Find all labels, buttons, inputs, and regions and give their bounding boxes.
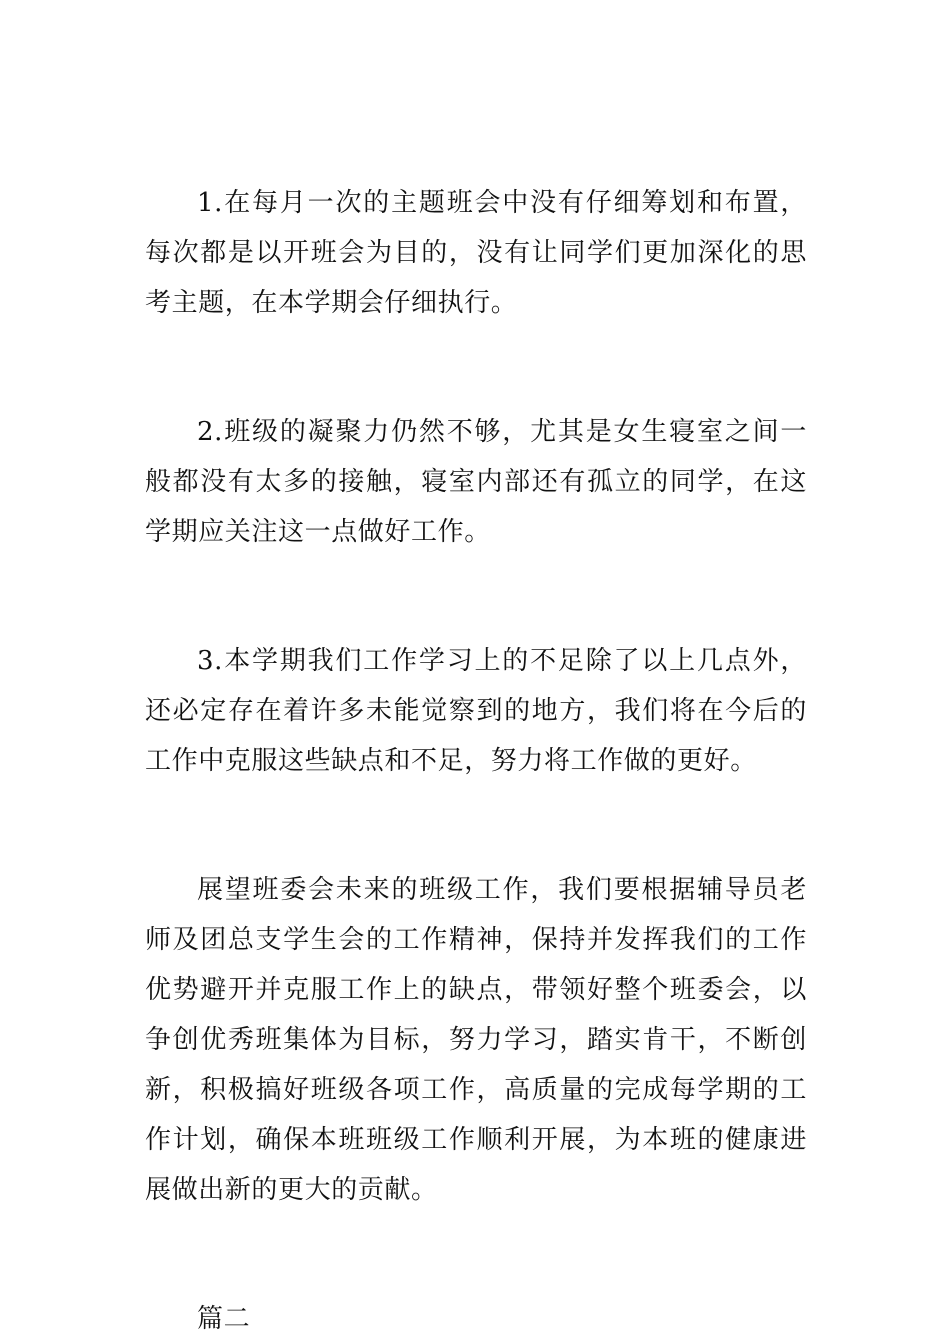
paragraph-outlook: 展望班委会未来的班级工作，我们要根据辅导员老师及团总支学生会的工作精神，保持并发挥我们的工作优势避开并克服工作上的缺点，带领好整个班委会，以争创优秀班集体为目标，努力学习，踏实肯干，不断创新，积极搞好班级各项工作，高质量的完成每学期的工作计划，确保本班班级工作顺利开展，为本班的健康进展做出新的更大的贡献。 [145, 875, 807, 1205]
paragraph-item-2: 2.班级的凝聚力仍然不够，尤其是女生寝室之间一般都没有太多的接触，寝室内部还有孤立的同学，在这学期应关注这一点做好工作。 [145, 417, 807, 547]
paragraph-spacer [145, 557, 807, 636]
document-body [145, 178, 807, 1344]
paragraph-spacer [145, 1215, 807, 1294]
paragraph-item-1: 1.在每月一次的主题班会中没有仔细筹划和布置，每次都是以开班会为目的，没有让同学们更加深化的思考主题，在本学期会仔细执行。 [145, 188, 807, 318]
paragraph-spacer [145, 328, 807, 407]
section-heading: 篇二 [197, 1304, 251, 1334]
paragraph-spacer [145, 786, 807, 865]
paragraph-item-3: 3.本学期我们工作学习上的不足除了以上几点外，还必定存在着许多未能觉察到的地方，我们将在今后的工作中克服这些缺点和不足，努力将工作做的更好。 [145, 646, 807, 776]
